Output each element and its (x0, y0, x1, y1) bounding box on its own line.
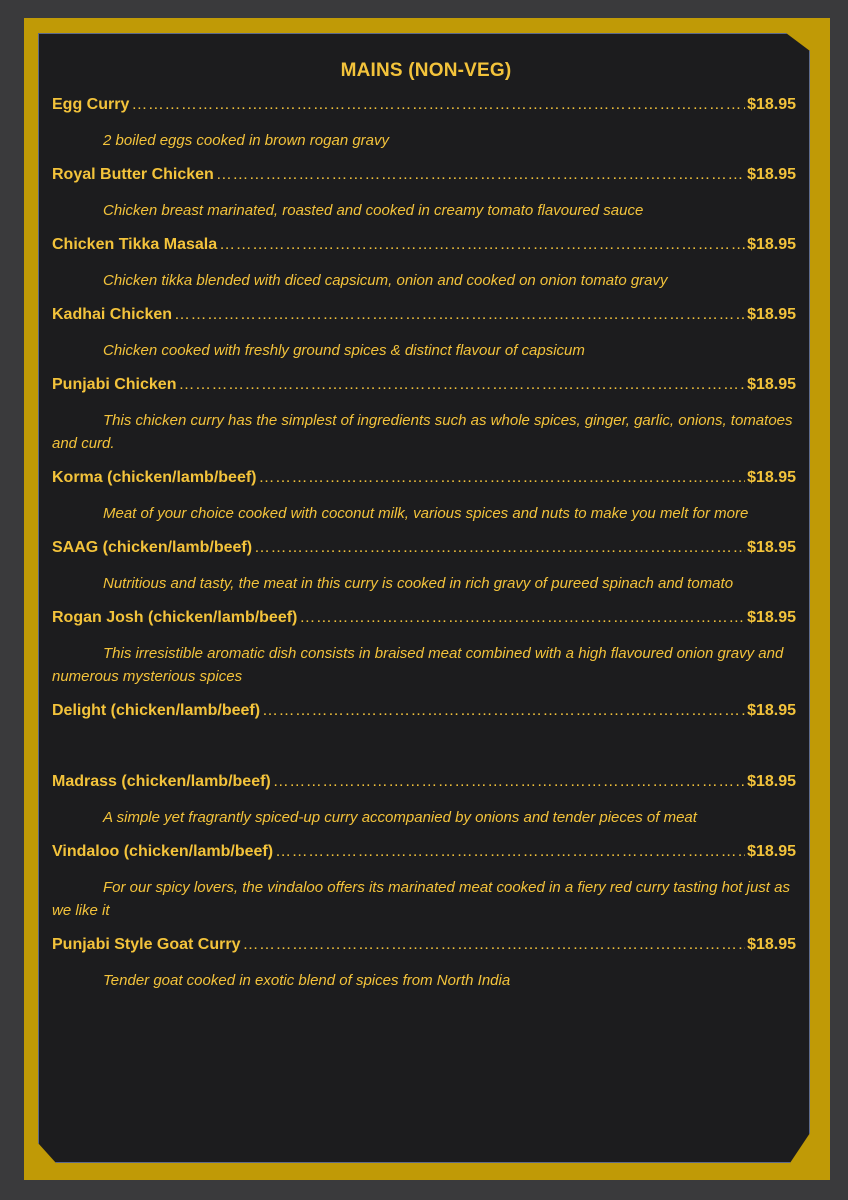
blank-description (52, 735, 796, 771)
item-name: Punjabi Chicken (52, 376, 177, 393)
item-price: $18.95 (747, 936, 796, 953)
item-price: $18.95 (747, 702, 796, 719)
item-description: This irresistible aromatic dish consists in braised meat combined with a high flavoured onion gravy and numerous mysterious spices (52, 645, 784, 685)
menu-item (52, 94, 796, 152)
item-price: $18.95 (747, 96, 796, 113)
dot-leader (299, 607, 745, 629)
menu-item (52, 700, 796, 771)
item-name: Madrass (chicken/lamb/beef) (52, 773, 271, 790)
item-description: Nutritious and tasty, the meat in this curry is cooked in rich gravy of pureed spinach and tomato (103, 575, 734, 592)
menu-item (52, 374, 796, 455)
menu-item (52, 234, 796, 292)
item-description: Tender goat cooked in exotic blend of spices from North India (103, 972, 511, 989)
item-description: 2 boiled eggs cooked in brown rogan gravy (103, 132, 390, 149)
item-name: Rogan Josh (chicken/lamb/beef) (52, 609, 298, 626)
menu-item (52, 467, 796, 525)
item-description: Meat of your choice cooked with coconut milk, various spices and nuts to make you melt for more (103, 505, 749, 522)
item-name: SAAG (chicken/lamb/beef) (52, 539, 253, 556)
dot-leader (242, 934, 745, 956)
item-description: This chicken curry has the simplest of ingredients such as whole spices, ginger, garlic, onions, tomatoes and curd. (52, 412, 793, 452)
item-price: $18.95 (747, 843, 796, 860)
dot-leader (219, 234, 745, 256)
dot-leader (178, 374, 745, 396)
menu-item (52, 607, 796, 688)
item-price: $18.95 (747, 376, 796, 393)
item-description: Chicken cooked with freshly ground spices & distinct flavour of capsicum (103, 342, 585, 359)
dot-leader (275, 841, 745, 863)
dot-leader (259, 467, 746, 489)
dot-leader (174, 304, 745, 326)
item-name: Egg Curry (52, 96, 130, 113)
item-name: Chicken Tikka Masala (52, 236, 218, 253)
item-description: A simple yet fragrantly spiced-up curry accompanied by onions and tender pieces of meat (103, 809, 697, 826)
item-price: $18.95 (747, 469, 796, 486)
item-name: Kadhai Chicken (52, 306, 173, 323)
item-price: $18.95 (747, 539, 796, 556)
item-name: Korma (chicken/lamb/beef) (52, 469, 257, 486)
menu-item (52, 537, 796, 595)
menu-item (52, 771, 796, 829)
item-name: Vindaloo (chicken/lamb/beef) (52, 843, 274, 860)
item-price: $18.95 (747, 236, 796, 253)
item-price: $18.95 (747, 166, 796, 183)
item-name: Royal Butter Chicken (52, 166, 214, 183)
item-description: For our spicy lovers, the vindaloo offers its marinated meat cooked in a fiery red curry tasting hot just as we like it (52, 879, 790, 919)
menu-item (52, 304, 796, 362)
menu-content (52, 60, 796, 1004)
dot-leader (273, 771, 745, 793)
menu-item (52, 841, 796, 922)
dot-leader (262, 700, 745, 722)
menu-item (52, 934, 796, 992)
menu-title: MAINS (NON-VEG) (340, 60, 512, 81)
item-description: Chicken tikka blended with diced capsicum, onion and cooked on onion tomato gravy (103, 272, 668, 289)
item-price: $18.95 (747, 609, 796, 626)
dot-leader (216, 164, 745, 186)
item-name: Delight (chicken/lamb/beef) (52, 702, 261, 719)
item-description: Chicken breast marinated, roasted and cooked in creamy tomato flavoured sauce (103, 202, 644, 219)
item-price: $18.95 (747, 773, 796, 790)
dot-leader (254, 537, 745, 559)
item-name: Punjabi Style Goat Curry (52, 936, 241, 953)
dot-leader (131, 94, 745, 116)
item-price: $18.95 (747, 306, 796, 323)
menu-item (52, 164, 796, 222)
